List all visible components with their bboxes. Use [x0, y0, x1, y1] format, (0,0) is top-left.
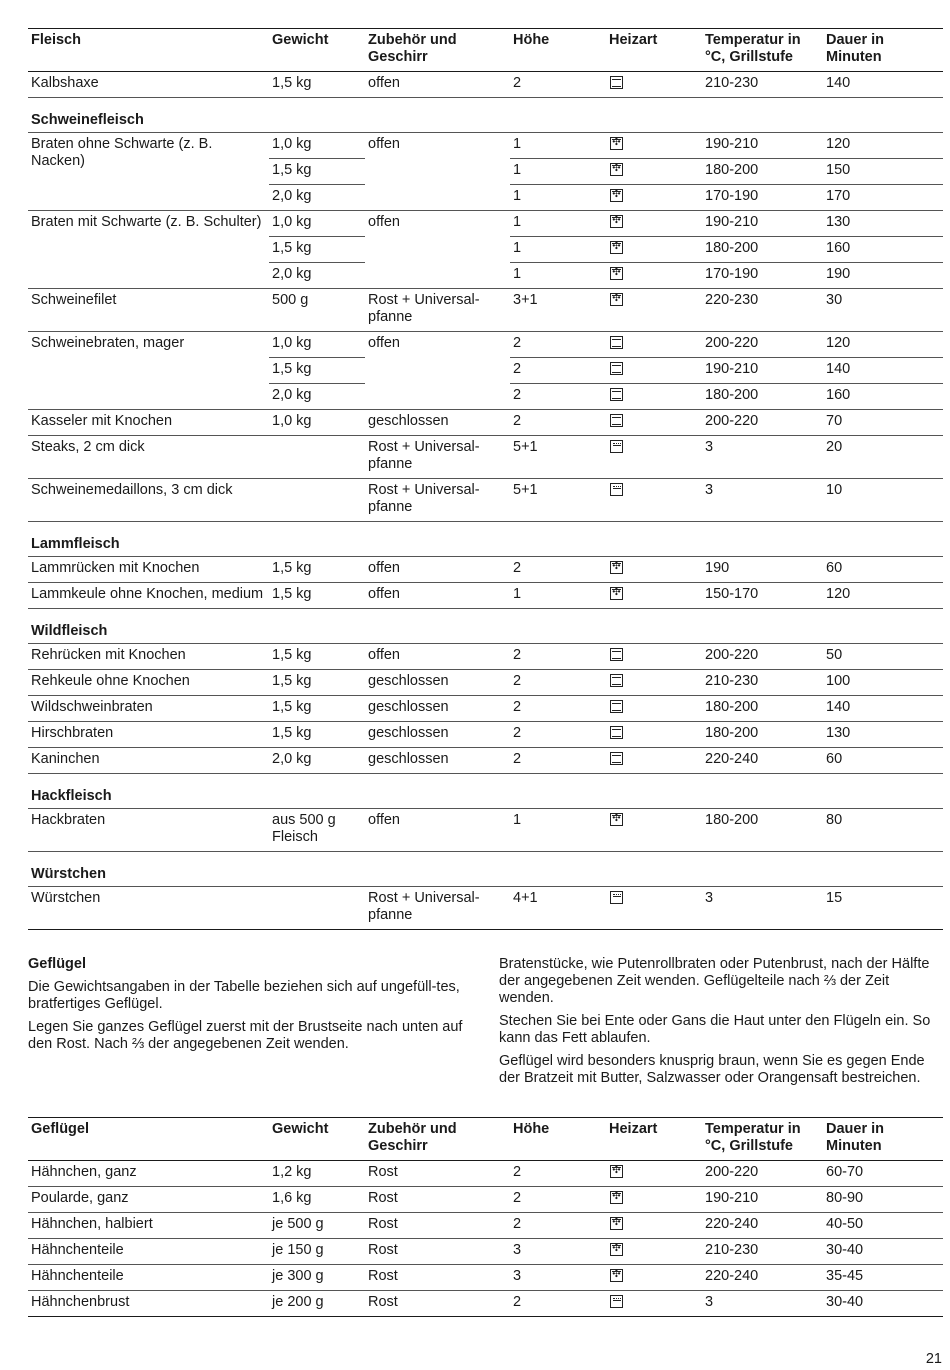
accessory-cell: Rost + Universal-pfanne: [368, 890, 480, 923]
time-cell: 30: [826, 292, 843, 308]
heat-cell: [606, 696, 702, 722]
umluft-grill-icon: [610, 267, 623, 280]
level-cell: 2: [513, 1190, 522, 1206]
temp-cell: 210-230: [705, 75, 759, 91]
time-cell: 160: [826, 387, 851, 403]
table-header: [28, 1118, 943, 1161]
level-cell: 2: [513, 1216, 522, 1232]
temp-cell: 190: [705, 560, 730, 576]
heat-cell: [606, 1187, 702, 1213]
dish-cell: Rehkeule ohne Knochen: [31, 673, 190, 689]
heat-cell: [606, 237, 702, 263]
weight-cell: 1,5 kg: [272, 725, 312, 741]
poultry-note: Stechen Sie bei Ente oder Gans die Haut unter den Flügeln ein. So kann das Fett ablaufen.: [499, 1013, 931, 1046]
dish-cell: Hähnchen, ganz: [31, 1164, 137, 1180]
time-cell: 20: [826, 439, 843, 455]
level-cell: 5+1: [513, 439, 538, 455]
dish-cell: Kaninchen: [31, 751, 100, 767]
heat-cell: [606, 72, 702, 98]
temp-cell: 200-220: [705, 413, 759, 429]
weight-cell: je 300 g: [272, 1268, 324, 1284]
heat-cell: [606, 479, 702, 522]
col-temp-header: Temperatur in °C, Grillstufe: [705, 1121, 801, 1154]
heat-cell: [606, 384, 702, 410]
grill-icon: [610, 1295, 623, 1308]
table-row: [28, 289, 943, 332]
weight-cell: 1,0 kg: [269, 211, 365, 237]
accessory-cell: offen: [368, 136, 400, 152]
level-cell: 2: [513, 560, 522, 576]
time-cell: 120: [823, 133, 943, 159]
temp-cell: 190-210: [702, 133, 823, 159]
level-cell: 1: [510, 133, 606, 159]
time-cell: 70: [826, 413, 843, 429]
level-cell: 5+1: [513, 482, 538, 498]
temp-cell: 180-200: [705, 699, 759, 715]
level-cell: 2: [513, 1164, 522, 1180]
poultry-note: Geflügel wird besonders knusprig braun, wenn Sie es gegen Ende der Bratzeit mit Butter, Salzwasser oder Orangensaft bestreichen.: [499, 1053, 925, 1086]
level-cell: 2: [513, 1294, 522, 1310]
level-cell: 1: [513, 266, 522, 282]
weight-cell: 1,0 kg: [272, 413, 312, 429]
accessory-cell: Rost + Universal-pfanne: [368, 439, 480, 472]
table-row: [28, 670, 943, 696]
heat-cell: [606, 644, 702, 670]
poultry-roasting-table: [28, 1117, 943, 1317]
level-cell: 2: [513, 647, 522, 663]
heat-cell: [606, 557, 702, 583]
weight-cell: je 500 g: [272, 1216, 324, 1232]
time-cell: 150: [823, 159, 943, 185]
accessory-cell: geschlossen: [368, 725, 449, 741]
weight-cell: [269, 479, 365, 522]
time-cell: 80: [826, 812, 843, 828]
time-cell: 140: [823, 358, 943, 384]
time-cell: 35-45: [826, 1268, 864, 1284]
table-row: [28, 722, 943, 748]
umluft-grill-icon: [610, 1243, 623, 1256]
accessory-cell: offen: [368, 75, 400, 91]
col-time-header: Dauer in Minuten: [826, 1121, 885, 1154]
time-cell: 190: [826, 266, 851, 282]
dish-cell: Braten mit Schwarte (z. B. Schulter): [31, 214, 262, 230]
dish-cell: Poularde, ganz: [31, 1190, 129, 1206]
dish-cell: Hähnchenteile: [31, 1268, 124, 1284]
accessory-cell: offen: [368, 586, 400, 602]
page-number: 21: [925, 1351, 942, 1367]
table-row: [28, 887, 943, 930]
umluft-grill-icon: [610, 163, 623, 176]
weight-cell: 2,0 kg: [272, 266, 312, 282]
accessory-cell: Rost + Universal-pfanne: [368, 292, 480, 325]
level-cell: 4+1: [513, 890, 538, 906]
umluft-grill-icon: [610, 1191, 623, 1204]
weight-cell: 1,5 kg: [272, 699, 312, 715]
umluft-grill-icon: [610, 215, 623, 228]
section-heading: Wildfleisch: [28, 609, 943, 644]
temp-cell: 200-220: [705, 1164, 759, 1180]
section-heading: Hackfleisch: [28, 774, 943, 809]
poultry-note: Bratenstücke, wie Putenrollbraten oder Putenbrust, nach der Hälfte der angegebenen Zeit wenden. Geflügelteile nach ⅔ der Zeit wenden.: [499, 956, 930, 1006]
temp-cell: 150-170: [705, 586, 759, 602]
accessory-cell: offen: [368, 335, 400, 351]
dish-cell: Hähnchen, halbiert: [31, 1216, 153, 1232]
accessory-cell: offen: [368, 560, 400, 576]
section-row: [28, 852, 943, 887]
grill-icon: [610, 440, 623, 453]
weight-cell: 1,0 kg: [269, 332, 365, 358]
accessory-cell: Rost: [368, 1216, 398, 1232]
grill-icon: [610, 483, 623, 496]
accessory-cell: Rost: [368, 1294, 398, 1310]
dish-cell: Lammrücken mit Knochen: [31, 560, 200, 576]
temp-cell: 190-210: [702, 211, 823, 237]
table-row: [28, 809, 943, 852]
heat-cell: [606, 1161, 702, 1187]
col-temp-header: Temperatur in °C, Grillstufe: [705, 32, 801, 65]
temp-cell: 220-240: [705, 751, 759, 767]
time-cell: 60: [826, 751, 843, 767]
grill-icon: [610, 891, 623, 904]
weight-cell: je 200 g: [272, 1294, 324, 1310]
weight-cell: 1,5 kg: [272, 75, 312, 91]
weight-cell: 1,5 kg: [269, 159, 365, 185]
temp-cell: 220-230: [705, 292, 759, 308]
temp-cell: 180-200: [705, 725, 759, 741]
time-cell: 170: [826, 188, 851, 204]
dish-cell: Schweinebraten, mager: [31, 335, 185, 351]
dish-cell: Rehrücken mit Knochen: [31, 647, 186, 663]
time-cell: 40-50: [826, 1216, 864, 1232]
umluft-grill-icon: [610, 189, 623, 202]
heat-cell: [606, 159, 702, 185]
weight-cell: 2,0 kg: [272, 751, 312, 767]
table-row: [28, 410, 943, 436]
section-row: [28, 774, 943, 809]
weight-cell: 1,5 kg: [269, 237, 365, 263]
umluft-grill-icon: [610, 1269, 623, 1282]
table-row: [28, 696, 943, 722]
accessory-cell: Rost: [368, 1268, 398, 1284]
dish-cell: Hähnchenbrust: [31, 1294, 130, 1310]
accessory-cell: geschlossen: [368, 673, 449, 689]
heat-cell: [606, 185, 702, 211]
weight-cell: 500 g: [272, 292, 309, 308]
weight-cell: 2,0 kg: [272, 387, 312, 403]
col-time-header: Dauer in Minuten: [826, 32, 885, 65]
level-cell: 2: [510, 358, 606, 384]
temp-cell: 180-200: [702, 237, 823, 263]
table-header: [28, 29, 943, 72]
ober-unterhitze-icon: [610, 674, 623, 687]
time-cell: 50: [826, 647, 843, 663]
section-row: [28, 98, 943, 133]
table-row: [28, 748, 943, 774]
ober-unterhitze-icon: [610, 336, 623, 349]
time-cell: 120: [823, 332, 943, 358]
time-cell: 140: [826, 75, 851, 91]
level-cell: 1: [513, 586, 522, 602]
time-cell: 130: [823, 211, 943, 237]
weight-cell: je 150 g: [272, 1242, 324, 1258]
temp-cell: 190-210: [705, 1190, 759, 1206]
section-heading: Schweinefleisch: [28, 98, 943, 133]
accessory-cell: offen: [368, 647, 400, 663]
heat-cell: [606, 1291, 702, 1317]
umluft-grill-icon: [610, 137, 623, 150]
dish-cell: Lammkeule ohne Knochen, medium: [31, 586, 264, 602]
temp-cell: 3: [705, 439, 714, 455]
heat-cell: [606, 670, 702, 696]
heat-cell: [606, 133, 702, 159]
weight-cell: 1,2 kg: [272, 1164, 312, 1180]
temp-cell: 180-200: [705, 812, 759, 828]
umluft-grill-icon: [610, 241, 623, 254]
col-weight-header: Gewicht: [272, 1121, 329, 1137]
weight-cell: 1,5 kg: [272, 673, 312, 689]
col-accessory-header: Zubehör und Geschirr: [368, 32, 457, 65]
table-row: [28, 1187, 943, 1213]
table-row: [28, 557, 943, 583]
table-row: [28, 1265, 943, 1291]
heat-cell: [606, 887, 702, 930]
heat-cell: [606, 436, 702, 479]
time-cell: 15: [826, 890, 843, 906]
level-cell: 3: [513, 1268, 522, 1284]
temp-cell: 220-240: [705, 1216, 759, 1232]
heat-cell: [606, 722, 702, 748]
weight-cell: 1,0 kg: [269, 133, 365, 159]
table-row: [28, 1291, 943, 1317]
section-row: [28, 522, 943, 557]
level-cell: 2: [513, 725, 522, 741]
temp-cell: 210-230: [705, 1242, 759, 1258]
temp-cell: 200-220: [705, 647, 759, 663]
weight-cell: [269, 436, 365, 479]
temp-cell: 180-200: [702, 159, 823, 185]
temp-cell: 3: [705, 1294, 714, 1310]
dish-cell: Schweinefilet: [31, 292, 117, 308]
umluft-grill-icon: [610, 1165, 623, 1178]
dish-cell: Steaks, 2 cm dick: [31, 439, 145, 455]
level-cell: 3: [513, 1242, 522, 1258]
weight-cell: aus 500 g Fleisch: [272, 812, 336, 845]
poultry-heading: Geflügel: [28, 956, 87, 972]
time-cell: 60: [826, 560, 843, 576]
table-row: [28, 211, 943, 237]
heat-cell: [606, 263, 702, 289]
poultry-notes-right: [499, 956, 943, 1093]
table-row: [28, 332, 943, 358]
col-level-header: Höhe: [513, 32, 550, 48]
weight-cell: 1,5 kg: [272, 647, 312, 663]
ober-unterhitze-icon: [610, 362, 623, 375]
heat-cell: [606, 211, 702, 237]
level-cell: 2: [513, 673, 522, 689]
heat-cell: [606, 809, 702, 852]
temp-cell: 3: [705, 890, 714, 906]
level-cell: 2: [513, 751, 522, 767]
heat-cell: [606, 1239, 702, 1265]
temp-cell: 170-190: [705, 188, 759, 204]
time-cell: 30-40: [826, 1294, 864, 1310]
dish-cell: Braten ohne Schwarte (z. B. Nacken): [31, 136, 213, 169]
time-cell: 120: [826, 586, 851, 602]
table-row: [28, 1161, 943, 1187]
dish-cell: Kasseler mit Knochen: [31, 413, 173, 429]
table-row: [28, 583, 943, 609]
accessory-cell: Rost: [368, 1242, 398, 1258]
col-dish-header: Fleisch: [31, 32, 81, 48]
col-level-header: Höhe: [513, 1121, 550, 1137]
weight-cell: 1,5 kg: [272, 560, 312, 576]
level-cell: 2: [513, 75, 522, 91]
heat-cell: [606, 748, 702, 774]
accessory-cell: offen: [368, 812, 400, 828]
poultry-notes-left: [28, 956, 472, 1059]
table-row: [28, 479, 943, 522]
table-row: [28, 644, 943, 670]
time-cell: 160: [823, 237, 943, 263]
temp-cell: 210-230: [705, 673, 759, 689]
dish-cell: Wildschweinbraten: [31, 699, 153, 715]
heat-cell: [606, 332, 702, 358]
level-cell: 1: [513, 812, 522, 828]
level-cell: 2: [513, 699, 522, 715]
accessory-cell: geschlossen: [368, 751, 449, 767]
dish-cell: Würstchen: [31, 890, 101, 906]
accessory-cell: geschlossen: [368, 699, 449, 715]
umluft-grill-icon: [610, 561, 623, 574]
time-cell: 10: [826, 482, 843, 498]
accessory-cell: Rost: [368, 1164, 398, 1180]
col-accessory-header: Zubehör und Geschirr: [368, 1121, 457, 1154]
table-row: [28, 436, 943, 479]
heat-cell: [606, 583, 702, 609]
accessory-cell: geschlossen: [368, 413, 449, 429]
umluft-grill-icon: [610, 587, 623, 600]
weight-cell: [269, 887, 365, 930]
dish-cell: Hackbraten: [31, 812, 106, 828]
time-cell: 140: [826, 699, 851, 715]
heat-cell: [606, 289, 702, 332]
section-heading: Würstchen: [28, 852, 943, 887]
level-cell: 1: [510, 237, 606, 263]
level-cell: 1: [510, 211, 606, 237]
dish-cell: Hähnchenteile: [31, 1242, 124, 1258]
dish-cell: Schweinemedaillons, 3 cm dick: [31, 482, 233, 498]
time-cell: 60-70: [826, 1164, 864, 1180]
ober-unterhitze-icon: [610, 726, 623, 739]
ober-unterhitze-icon: [610, 648, 623, 661]
time-cell: 100: [826, 673, 851, 689]
ober-unterhitze-icon: [610, 388, 623, 401]
section-row: [28, 609, 943, 644]
weight-cell: 1,5 kg: [272, 586, 312, 602]
poultry-note: Die Gewichtsangaben in der Tabelle beziehen sich auf ungefüll-tes, bratfertiges Geflügel.: [28, 979, 460, 1012]
ober-unterhitze-icon: [610, 414, 623, 427]
col-heat-header: Heizart: [609, 32, 658, 48]
time-cell: 80-90: [826, 1190, 864, 1206]
col-weight-header: Gewicht: [272, 32, 329, 48]
accessory-cell: Rost: [368, 1190, 398, 1206]
temp-cell: 170-190: [705, 266, 759, 282]
weight-cell: 1,5 kg: [269, 358, 365, 384]
heat-cell: [606, 358, 702, 384]
heat-cell: [606, 410, 702, 436]
meat-roasting-table: [28, 28, 943, 930]
time-cell: 30-40: [826, 1242, 864, 1258]
weight-cell: 2,0 kg: [272, 188, 312, 204]
table-row: [28, 72, 943, 98]
level-cell: 2: [513, 413, 522, 429]
umluft-grill-icon: [610, 813, 623, 826]
level-cell: 3+1: [513, 292, 538, 308]
col-dish-header: Geflügel: [31, 1121, 90, 1137]
dish-cell: Hirschbraten: [31, 725, 114, 741]
level-cell: 1: [510, 159, 606, 185]
heat-cell: [606, 1265, 702, 1291]
ober-unterhitze-icon: [610, 752, 623, 765]
poultry-note: Legen Sie ganzes Geflügel zuerst mit der Brustseite nach unten auf den Rost. Nach ⅔ der angegebenen Zeit wenden.: [28, 1019, 463, 1052]
weight-cell: 1,6 kg: [272, 1190, 312, 1206]
temp-cell: 3: [705, 482, 714, 498]
table-row: [28, 1239, 943, 1265]
ober-unterhitze-icon: [610, 700, 623, 713]
col-heat-header: Heizart: [609, 1121, 658, 1137]
dish-cell: Kalbshaxe: [31, 75, 99, 91]
temp-cell: 220-240: [705, 1268, 759, 1284]
table-row: [28, 133, 943, 159]
temp-cell: 180-200: [705, 387, 759, 403]
level-cell: 2: [513, 387, 522, 403]
level-cell: 2: [510, 332, 606, 358]
umluft-grill-icon: [610, 293, 623, 306]
ober-unterhitze-icon: [610, 76, 623, 89]
section-heading: Lammfleisch: [28, 522, 943, 557]
level-cell: 1: [513, 188, 522, 204]
accessory-cell: offen: [368, 214, 400, 230]
umluft-grill-icon: [610, 1217, 623, 1230]
time-cell: 130: [826, 725, 851, 741]
temp-cell: 200-220: [702, 332, 823, 358]
heat-cell: [606, 1213, 702, 1239]
table-row: [28, 1213, 943, 1239]
accessory-cell: Rost + Universal-pfanne: [368, 482, 480, 515]
temp-cell: 190-210: [702, 358, 823, 384]
